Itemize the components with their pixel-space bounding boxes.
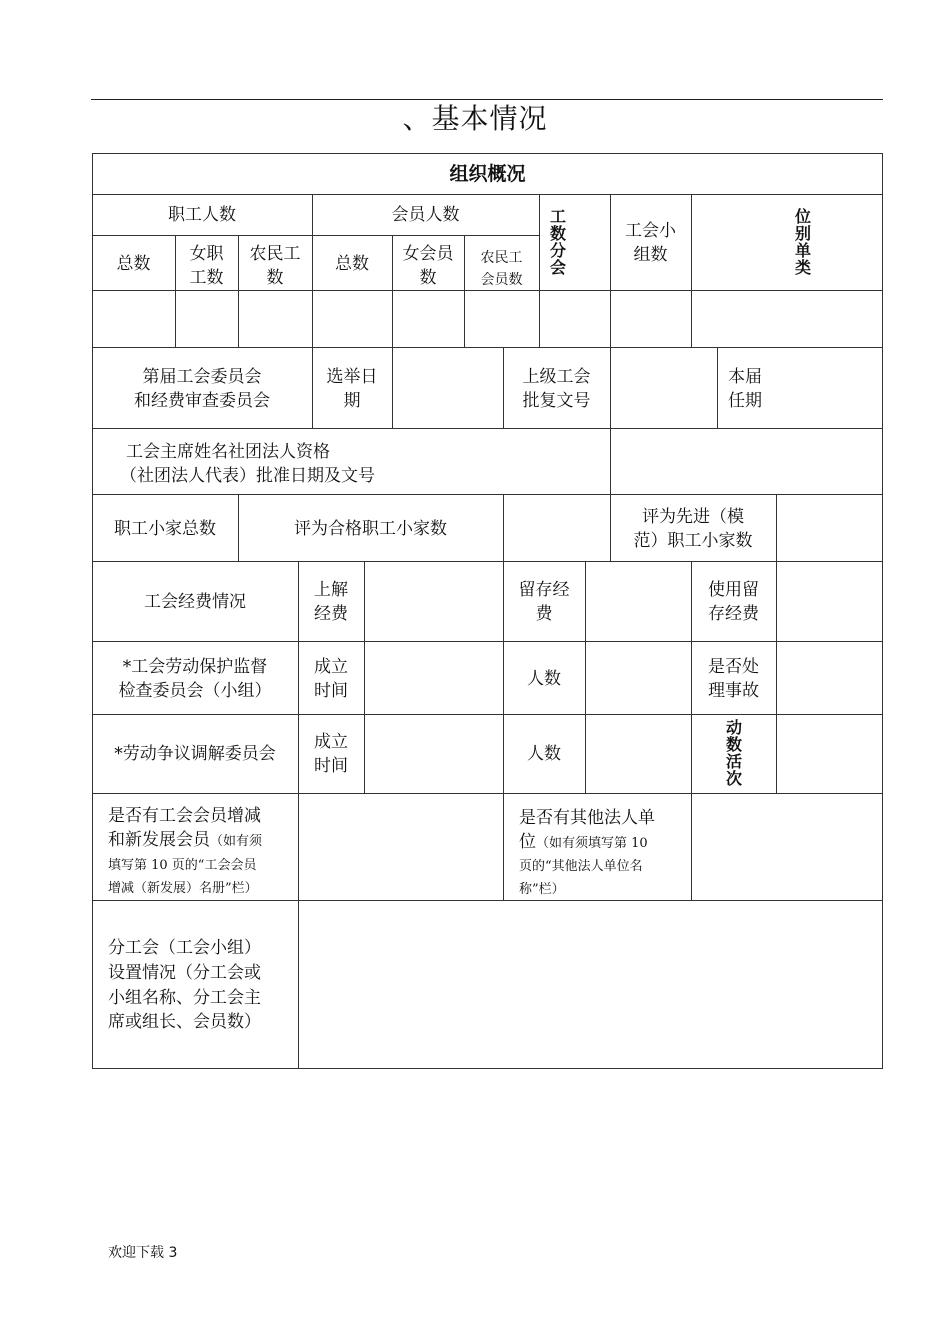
- branch-setup-label-3: 小组名称、分工会主: [108, 988, 261, 1008]
- dispute-founded-label-2: 时间: [314, 756, 348, 776]
- labor-people-label: 人数: [527, 669, 561, 689]
- use-funds-label-1: 使用留: [708, 580, 759, 600]
- chair-label-1: 工会主席姓名社团法人资格: [126, 442, 330, 462]
- table-heading: 组织概况: [449, 163, 526, 185]
- branch-count-label: 工数分会: [549, 207, 566, 277]
- labor-founded-label-2: 时间: [314, 681, 348, 701]
- committee-label-2: 和经费审查委员会: [134, 391, 270, 411]
- accident-label-1: 是否处: [708, 657, 759, 677]
- group-count-label-2: 组数: [633, 245, 668, 265]
- dispute-committee-label: *劳动争议调解委员会: [114, 744, 276, 764]
- female-staff-label-1: 女职: [189, 244, 224, 264]
- dispute-people-label: 人数: [527, 744, 561, 764]
- page-footer: 欢迎下载 3: [108, 1245, 178, 1261]
- advanced-families-label-2: 范）职工小家数: [633, 531, 753, 551]
- remit-funds-label-2: 经费: [314, 604, 348, 624]
- use-funds-label-2: 存经费: [708, 604, 759, 624]
- member-count-label: 会员人数: [391, 205, 460, 225]
- approval-label-2: 批复文号: [522, 391, 591, 411]
- committee-label-1: 第届工会委员会: [142, 367, 262, 387]
- female-member-label-1: 女会员: [402, 244, 454, 264]
- other-entity-label-2: 位（如有须填写第 10: [519, 832, 648, 852]
- branch-setup-label-2: 设置情况（分工会或: [108, 963, 261, 983]
- term-label-1: 本届: [728, 367, 762, 387]
- other-entity-note-1: 页的“其他法人单位名: [519, 859, 643, 874]
- retained-funds-label-1: 留存经: [518, 580, 570, 600]
- dispute-founded-label-1: 成立: [314, 732, 348, 752]
- retained-funds-label-2: 费: [535, 604, 553, 624]
- branch-setup-label-4: 席或组长、会员数）: [108, 1012, 261, 1032]
- member-change-label-1: 是否有工会会员增减: [108, 806, 261, 826]
- member-change-label-2: 和新发展会员（如有须: [108, 830, 263, 850]
- accident-label-2: 理事故: [708, 681, 759, 701]
- labor-founded-label-1: 成立: [314, 657, 348, 677]
- labor-protection-label-1: *工会劳动保护监督: [122, 657, 268, 677]
- chair-label-2: （社团法人代表）批准日期及文号: [120, 466, 375, 486]
- branch-setup-label-1: 分工会（工会小组）: [108, 938, 261, 958]
- staff-count-label: 职工人数: [168, 205, 236, 225]
- other-entity-label-1: 是否有其他法人单: [519, 808, 655, 828]
- female-member-label-2: 数: [419, 268, 437, 288]
- other-entity-note-2: 称”栏）: [519, 882, 565, 897]
- election-date-label-2: 期: [343, 391, 361, 411]
- advanced-families-label-1: 评为先进（模: [642, 507, 744, 527]
- families-total-label: 职工小家总数: [114, 519, 216, 539]
- staff-total-label: 总数: [116, 254, 151, 274]
- labor-protection-label-2: 检查委员会（小组）: [118, 681, 272, 701]
- migrant-staff-label-1: 农民工: [249, 244, 301, 264]
- term-label-2: 任期: [728, 391, 762, 411]
- migrant-staff-label-2: 数: [266, 268, 284, 288]
- member-total-label: 总数: [335, 254, 369, 274]
- remit-funds-label-1: 上解: [314, 580, 348, 600]
- election-date-label-1: 选举日: [326, 367, 378, 387]
- female-staff-label-2: 工数: [189, 268, 224, 288]
- funds-label: 工会经费情况: [144, 592, 246, 612]
- qualified-families-label: 评为合格职工小家数: [294, 519, 447, 539]
- approval-label-1: 上级工会: [522, 367, 591, 387]
- group-count-label-1: 工会小: [625, 221, 676, 241]
- migrant-member-label-2: 会员数: [480, 272, 523, 288]
- activity-count-label: 动数活次: [725, 718, 742, 788]
- member-change-note-1: 填写第 10 页的“工会会员: [108, 858, 257, 873]
- unit-type-label: 位别单类: [794, 207, 811, 277]
- page-title: 、基本情况: [402, 102, 548, 135]
- migrant-member-label-1: 农民工: [480, 250, 523, 266]
- member-change-note-2: 增减（新发展）名册”栏）: [108, 881, 258, 896]
